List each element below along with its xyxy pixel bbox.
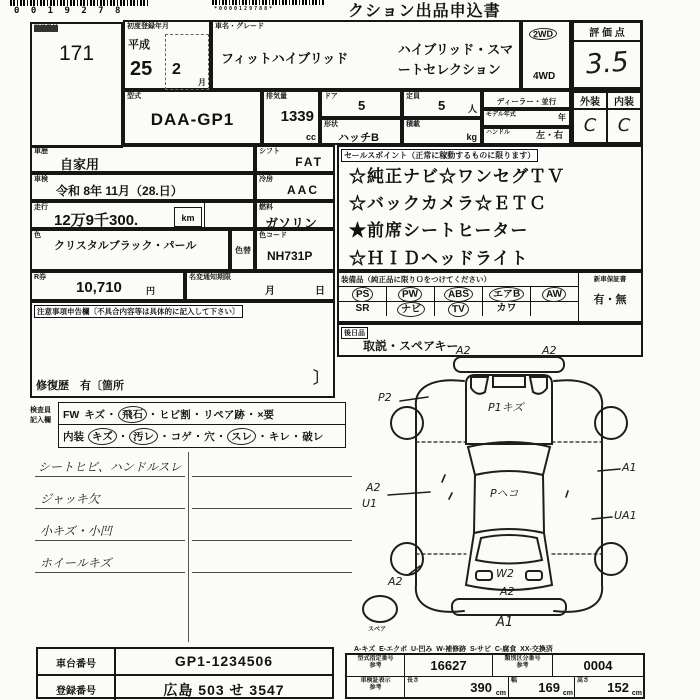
notes-divider — [188, 452, 189, 642]
ac-box — [255, 173, 335, 201]
damage-legend: A-キズ E-エクボ U-凹み W-補修跡 S-サビ C-腐食 XX-交換済 — [354, 646, 553, 653]
note-underline — [192, 572, 352, 573]
inspector-side-label — [30, 406, 51, 426]
vehicle-name-box — [211, 20, 521, 90]
note-underline — [35, 572, 185, 573]
fuel-value: ガソリン — [265, 216, 318, 231]
color-change-label: 色替 — [235, 246, 251, 255]
body-shape-label: 形状 — [324, 121, 338, 128]
model-year-box — [482, 109, 571, 127]
registration-month: 2 — [172, 61, 181, 78]
damage-mark: UA1 — [614, 509, 637, 522]
length-value: 390 — [470, 680, 492, 695]
plate-label: 登録番号 — [38, 676, 116, 700]
vehicle-grade-line1: ハイブリッド・スマ — [397, 42, 513, 57]
class-no-sub: 参考 — [516, 663, 529, 670]
color-value: クリスタルブラック・パール — [54, 240, 197, 252]
capacity-box — [402, 90, 482, 118]
shift-label: シフト — [259, 148, 280, 155]
wheel-front-right — [595, 407, 627, 439]
handle-label: ハンドル — [486, 130, 511, 136]
spec-table — [345, 653, 645, 699]
inspector-fw-row — [59, 403, 345, 425]
history-label: 車歴 — [34, 148, 48, 155]
fuel-label: 燃料 — [259, 204, 273, 211]
score-value: 3.5 — [584, 46, 630, 81]
class-no-value: 0004 — [583, 658, 613, 673]
registration-year: 25 — [130, 58, 153, 80]
note-underline — [192, 508, 352, 509]
fw-label: FW — [63, 409, 80, 421]
displacement-label: 排気量 — [266, 93, 287, 100]
type-no-label: 型式指定番号 — [357, 656, 394, 662]
sales-point-line: ☆純正ナビ☆ワンセグＴＶ — [349, 167, 565, 186]
name-change-box — [185, 271, 335, 301]
lot-number: 171 — [58, 42, 95, 65]
height-label: 高さ — [577, 678, 590, 684]
lot-number-box — [30, 22, 123, 148]
registration-era: 平成 — [128, 39, 150, 51]
warranty-value: 有・無 — [593, 294, 627, 306]
color-box — [30, 229, 230, 271]
int-item-kire: キレ — [268, 431, 290, 443]
handle-value: 左・右 — [535, 130, 563, 140]
height-unit: cm — [631, 690, 642, 697]
load-box — [402, 118, 482, 145]
name-change-label: 名変通知期限 — [189, 274, 231, 281]
damage-mark: A2 — [542, 344, 557, 357]
color-code-value: NH731P — [267, 249, 313, 263]
inspector-interior-row — [59, 425, 345, 447]
inspection-box — [30, 173, 255, 201]
dealer-box — [482, 90, 571, 109]
vehicle-grade — [398, 40, 513, 79]
color-code-label: 色コード — [259, 232, 287, 239]
first-registration-label: 初度登録年月 — [127, 23, 169, 30]
int-item-koge: コゲ — [170, 431, 192, 443]
repair-history-text: 修復歴 有〔箇所 — [36, 380, 124, 392]
int-item-yabure: 破レ — [302, 431, 324, 443]
model-year-label: モデル年式 — [486, 112, 516, 118]
mileage-box — [30, 201, 255, 229]
damage-mark: A2 — [388, 575, 403, 588]
repair-history-bracket: 〕 — [312, 370, 329, 387]
recycle-ticket-box — [30, 271, 185, 301]
type-no-sub: 参考 — [369, 663, 382, 670]
int-item-yogore: 汚レ — [129, 427, 159, 445]
fuel-box — [255, 201, 335, 229]
equip-ps: PS — [352, 287, 374, 303]
doors-label: ドア — [324, 93, 338, 100]
color-change-box — [230, 229, 255, 271]
taillight-left-shape — [476, 571, 492, 580]
mileage-unit-box — [174, 207, 202, 227]
inspection-label: 車検 — [34, 176, 48, 183]
exterior-grade: C — [574, 110, 608, 144]
exterior-interior-box — [571, 90, 643, 145]
right-side-shape — [554, 380, 602, 612]
lot-number-label: 出品番号 — [34, 25, 59, 31]
dims-sub: 参考 — [369, 685, 382, 692]
recycle-ticket-label: R券 — [34, 274, 47, 281]
drive-2wd-circled: 2WD — [529, 28, 557, 41]
equip-abs: ABS — [444, 286, 474, 302]
equipment-row2 — [339, 301, 578, 316]
width-unit: cm — [562, 690, 573, 697]
damage-mark: A1 — [496, 615, 514, 630]
damage-mark: A2 — [366, 481, 381, 494]
drive-type-box — [521, 20, 571, 90]
damage-mark: U1 — [362, 497, 378, 510]
sales-point-line: ☆ＨＩＤヘッドライト — [349, 248, 529, 268]
damage-mark: A2 — [456, 344, 471, 357]
int-item-kizu: キズ — [88, 428, 117, 446]
fw-item-required: ×要 — [257, 409, 275, 421]
damage-mark: A1 — [622, 461, 637, 474]
barcode-right — [212, 0, 324, 5]
left-side-shape — [416, 380, 464, 612]
displacement-value: 1339 — [280, 108, 314, 125]
model-code-label: 型式 — [127, 93, 141, 100]
equipment-header: 装備品（純正品に限りＯをつけてください） — [341, 275, 491, 284]
rear-bumper-shape — [452, 599, 566, 615]
dims-label: 車検証表示 — [360, 678, 391, 684]
equip-navi: ナビ — [396, 302, 425, 318]
barcode-right-digits: *0000129788* — [214, 6, 275, 12]
exterior-label: 外装 — [574, 93, 608, 108]
damage-mark: P1キズ — [488, 401, 524, 414]
name-change-day: 日 — [315, 286, 325, 297]
equip-airbag: エアB — [489, 286, 525, 302]
mileage-spacer-cell — [204, 203, 205, 227]
doors-value: 5 — [358, 98, 366, 113]
note-underline — [35, 476, 185, 477]
later-items-label: 後日品 — [341, 327, 368, 339]
later-items-value: 取説・スペアキー — [363, 339, 459, 353]
handle-box — [482, 127, 571, 145]
inspector-side-label-line2: 記入欄 — [30, 416, 51, 424]
plate-number: 広島 503 せ 3547 — [163, 682, 285, 698]
vehicle-grade-line2: ートセレクション — [397, 61, 501, 77]
fw-item-tobiishi: 飛石 — [117, 405, 147, 423]
capacity-unit: 人 — [467, 104, 477, 114]
width-label: 幅 — [511, 678, 518, 684]
displacement-box — [262, 90, 320, 145]
sales-point-line: ☆バックカメラ☆ＥＴＣ — [349, 194, 547, 214]
interior-grade: C — [617, 115, 631, 136]
fw-item-kizu: キズ — [84, 409, 106, 421]
wheel-rear-left — [391, 543, 423, 575]
equip-sr: SR — [355, 303, 370, 314]
warranty-label: 新車保証書 — [593, 276, 627, 283]
caution-box — [30, 301, 335, 398]
registration-month-box — [165, 34, 209, 90]
width-value: 169 — [538, 680, 560, 695]
mileage-value: 12万9千300. — [54, 212, 139, 229]
note-underline — [35, 508, 185, 509]
int-item-sure: スレ — [227, 427, 257, 445]
length-label: 長さ — [407, 678, 420, 684]
model-code-box — [123, 90, 262, 145]
inspection-value: 令和 8年 11月（28.日） — [56, 184, 183, 198]
recycle-ticket-value: 10,710 — [76, 279, 122, 296]
capacity-value: 5 — [438, 98, 446, 113]
drive-4wd: 4WD — [533, 71, 556, 82]
headlight-right-shape — [530, 377, 547, 394]
ac-label: 冷房 — [259, 176, 273, 183]
mileage-label: 走行 — [34, 204, 48, 211]
dealer-label: ディーラー・並行 — [496, 97, 557, 106]
barcode-left-digits: 0 0 1 9 2 7 8 — [14, 6, 124, 16]
inspector-side-label-line1: 検査員 — [30, 407, 51, 414]
equipment-row1 — [339, 286, 578, 301]
note-underline — [35, 540, 185, 541]
color-label: 色 — [34, 232, 41, 239]
mileage-unit: km — [181, 213, 195, 223]
vehicle-name-label: 車名・グレード — [215, 23, 264, 30]
class-no-label: 類別区分番号 — [504, 656, 541, 662]
load-label: 積載 — [406, 121, 420, 128]
registration-month-suffix: 月 — [198, 78, 206, 87]
cowl-shape — [493, 376, 525, 387]
chassis-number: GP1-1234506 — [174, 653, 274, 669]
capacity-label: 定員 — [406, 93, 420, 100]
windshield-shape — [468, 442, 550, 475]
sales-points-box — [337, 145, 643, 271]
equipment-box — [337, 271, 643, 323]
history-value: 自家用 — [60, 157, 100, 172]
sheet-title: クション出品申込書 — [348, 3, 501, 20]
color-code-box — [255, 229, 335, 271]
note-underline — [192, 476, 352, 477]
damage-mark: Pヘコ — [490, 487, 519, 500]
taillight-right-shape — [526, 571, 542, 580]
ac-value: AAC — [287, 183, 319, 197]
wheel-rear-right — [595, 543, 627, 575]
inspector-box — [58, 402, 346, 448]
note-text: 小キズ・小凹 — [40, 524, 112, 538]
damage-mark: P2 — [378, 391, 392, 404]
height-value: 152 — [607, 680, 629, 695]
shift-value: FAT — [295, 155, 323, 169]
damage-mark: W2 — [496, 567, 514, 580]
first-registration-box — [123, 20, 211, 90]
doors-box — [320, 90, 402, 118]
equip-aw: AW — [542, 287, 567, 303]
fw-item-hibi: ヒビ割 — [159, 409, 191, 421]
interior-row-label: 内装 — [63, 431, 84, 443]
length-unit: cm — [495, 690, 506, 697]
headlight-left-shape — [471, 377, 488, 394]
interior-label: 内装 — [614, 97, 634, 108]
recycle-ticket-unit: 円 — [145, 286, 155, 296]
sales-point-line: ★前席シートヒーター — [349, 221, 529, 241]
load-unit: kg — [466, 132, 477, 142]
wheel-front-left — [391, 407, 423, 439]
displacement-unit: cc — [305, 132, 316, 142]
type-no-value: 16627 — [405, 655, 493, 676]
name-change-month: 月 — [265, 286, 275, 297]
chassis-label: 車台番号 — [38, 649, 116, 674]
history-box — [30, 145, 255, 173]
body-shape-value: ハッチB — [338, 132, 379, 144]
damage-mark: A2 — [500, 585, 515, 598]
body-shape-box — [320, 118, 402, 145]
spare-tire-shape — [363, 596, 397, 622]
vehicle-name: フィットハイブリッド — [221, 51, 349, 66]
sales-points-header: セールスポイント（正常に稼動するものに限ります） — [341, 149, 538, 162]
equip-pw: PW — [398, 287, 423, 303]
score-label: 評 価 点 — [574, 23, 640, 42]
model-code: DAA-GP1 — [150, 110, 235, 129]
equip-tv: TV — [448, 302, 469, 318]
int-item-ana: 穴 — [204, 431, 215, 443]
caution-header: 注意事項申告欄〔不具合内容等は具体的に記入して下さい〕 — [34, 305, 243, 318]
equip-leather: カワ — [496, 303, 517, 314]
shift-box — [255, 145, 335, 173]
note-text: ジャッキ欠 — [40, 492, 100, 506]
front-bumper-shape — [454, 357, 564, 372]
model-year-unit: 年 — [558, 113, 566, 122]
spare-tire-label: スペア — [368, 627, 387, 633]
note-underline — [192, 540, 352, 541]
note-text: シートヒビ、ハンドルスレ — [38, 460, 182, 474]
fw-item-repair: リペア跡 — [203, 409, 245, 421]
id-table — [36, 647, 334, 699]
note-text: ホイールキズ — [40, 556, 112, 570]
rear-window-shape — [476, 535, 542, 564]
score-box — [571, 20, 643, 90]
